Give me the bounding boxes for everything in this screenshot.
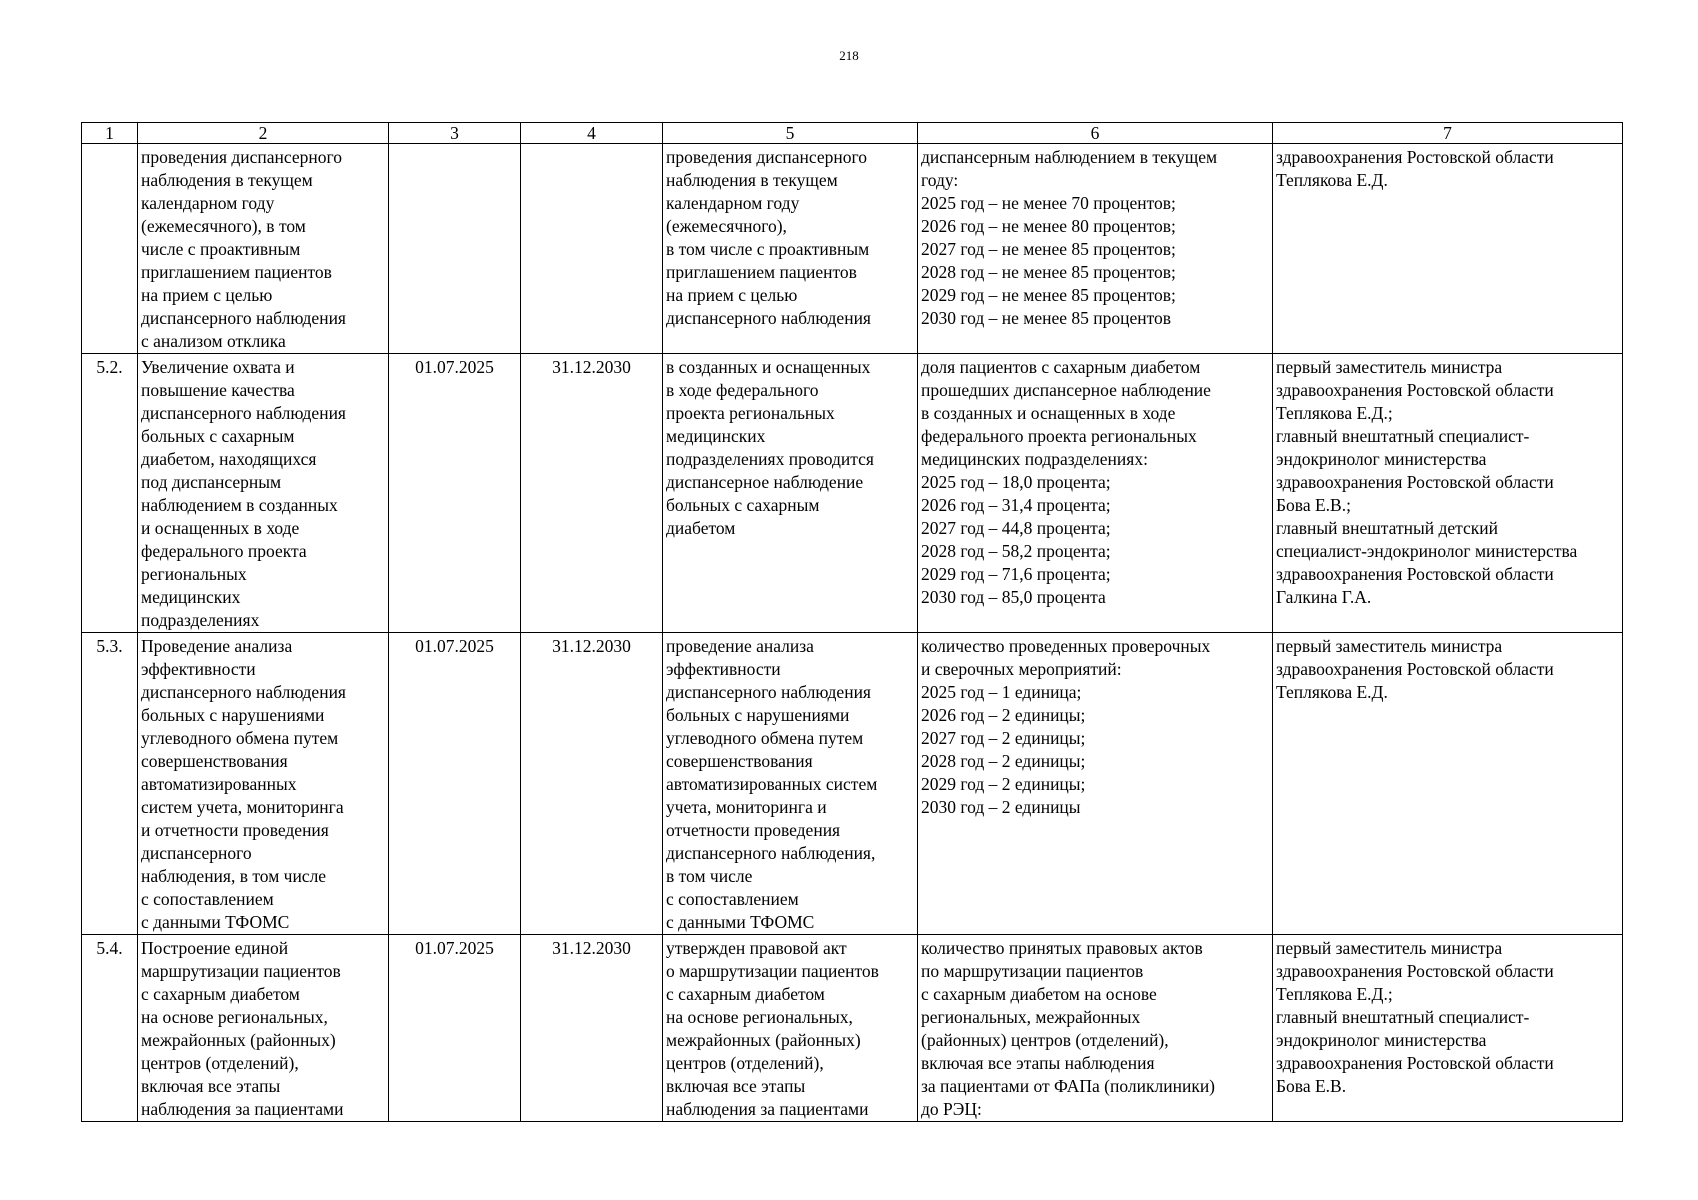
end-date: 31.12.2030 xyxy=(521,354,663,633)
responsible: первый заместитель министра здравоохранения Ростовской области Теплякова Е.Д. xyxy=(1273,633,1623,935)
table-row xyxy=(82,354,1623,633)
start-date: 01.07.2025 xyxy=(389,935,521,1122)
indicator: количество проведенных проверочных и сверочных мероприятий: 2025 год – 1 единица; 2026 год – 2 единицы; 2027 год – 2 единицы; 2028 год – 2 единицы; 2029 год – 2 единицы; 2030 год – 2 единицы xyxy=(918,633,1273,935)
expected-result: в созданных и оснащенных в ходе федерального проекта региональных медицинских подразделениях проводится диспансерное наблюдение больных с сахарным диабетом xyxy=(663,354,918,633)
expected-result: проведение анализа эффективности диспансерного наблюдения больных с нарушениями углеводного обмена путем совершенствования автоматизированных систем учета, мониторинга и отчетности проведения диспансерного наблюдения, в том числе с сопоставлением с данными ТФОМС xyxy=(663,633,918,935)
row-number: 5.4. xyxy=(82,935,138,1122)
page-number: 218 xyxy=(839,48,859,63)
measures-table xyxy=(81,122,1623,1122)
header-cell: 5 xyxy=(663,123,918,144)
header-cell: 2 xyxy=(138,123,389,144)
measure-name: Проведение анализа эффективности диспансерного наблюдения больных с нарушениями углеводного обмена путем совершенствования автоматизированных систем учета, мониторинга и отчетности проведения диспансерного наблюдения, в том числе с сопоставлением с данными ТФОМС xyxy=(138,633,389,935)
end-date: 31.12.2030 xyxy=(521,633,663,935)
row-number: 5.3. xyxy=(82,633,138,935)
start-date xyxy=(389,144,521,354)
responsible: первый заместитель министра здравоохранения Ростовской области Теплякова Е.Д.; главный внештатный специалист- эндокринолог министерства здравоохранения Ростовской области Бова Е.В.; главный внештатный детский специалист-эндокринолог министерства здравоохранения Ростовской области Галкина Г.А. xyxy=(1273,354,1623,633)
table-row xyxy=(82,935,1623,1122)
header-cell: 7 xyxy=(1273,123,1623,144)
header-cell: 1 xyxy=(82,123,138,144)
header-cell: 6 xyxy=(918,123,1273,144)
row-number: 5.2. xyxy=(82,354,138,633)
table-row xyxy=(82,633,1623,935)
header-row xyxy=(82,123,1623,144)
header-cell: 3 xyxy=(389,123,521,144)
responsible: первый заместитель министра здравоохранения Ростовской области Теплякова Е.Д.; главный внештатный специалист- эндокринолог министерства здравоохранения Ростовской области Бова Е.В. xyxy=(1273,935,1623,1122)
responsible: здравоохранения Ростовской области Теплякова Е.Д. xyxy=(1273,144,1623,354)
measure-name: Построение единой маршрутизации пациентов с сахарным диабетом на основе региональных, межрайонных (районных) центров (отделений), включая все этапы наблюдения за пациентами xyxy=(138,935,389,1122)
expected-result: проведения диспансерного наблюдения в текущем календарном году (ежемесячного), в том числе с проактивным приглашением пациентов на прием с целью диспансерного наблюдения xyxy=(663,144,918,354)
expected-result: утвержден правовой акт о маршрутизации пациентов с сахарным диабетом на основе региональных, межрайонных (районных) центров (отделений), включая все этапы наблюдения за пациентами xyxy=(663,935,918,1122)
table-row xyxy=(82,144,1623,354)
end-date: 31.12.2030 xyxy=(521,935,663,1122)
indicator: диспансерным наблюдением в текущем году: 2025 год – не менее 70 процентов; 2026 год – не менее 80 процентов; 2027 год – не менее 85 процентов; 2028 год – не менее 85 процентов; 2029 год – не менее 85 процентов; 2030 год – не менее 85 процентов xyxy=(918,144,1273,354)
indicator: доля пациентов с сахарным диабетом прошедших диспансерное наблюдение в созданных и оснащенных в ходе федерального проекта региональных медицинских подразделениях: 2025 год – 18,0 процента; 2026 год – 31,4 процента; 2027 год – 44,8 процента; 2028 год – 58,2 процента; 2029 год – 71,6 процента; 2030 год – 85,0 процента xyxy=(918,354,1273,633)
measure-name: проведения диспансерного наблюдения в текущем календарном году (ежемесячного), в том числе с проактивным приглашением пациентов на прием с целью диспансерного наблюдения с анализом отклика xyxy=(138,144,389,354)
end-date xyxy=(521,144,663,354)
start-date: 01.07.2025 xyxy=(389,633,521,935)
start-date: 01.07.2025 xyxy=(389,354,521,633)
measure-name: Увеличение охвата и повышение качества диспансерного наблюдения больных с сахарным диабетом, находящихся под диспансерным наблюдением в созданных и оснащенных в ходе федерального проекта региональных медицинских подразделениях xyxy=(138,354,389,633)
indicator: количество принятых правовых актов по маршрутизации пациентов с сахарным диабетом на основе региональных, межрайонных (районных) центров (отделений), включая все этапы наблюдения за пациентами от ФАПа (поликлиники) до РЭЦ: xyxy=(918,935,1273,1122)
row-number xyxy=(82,144,138,354)
header-cell: 4 xyxy=(521,123,663,144)
